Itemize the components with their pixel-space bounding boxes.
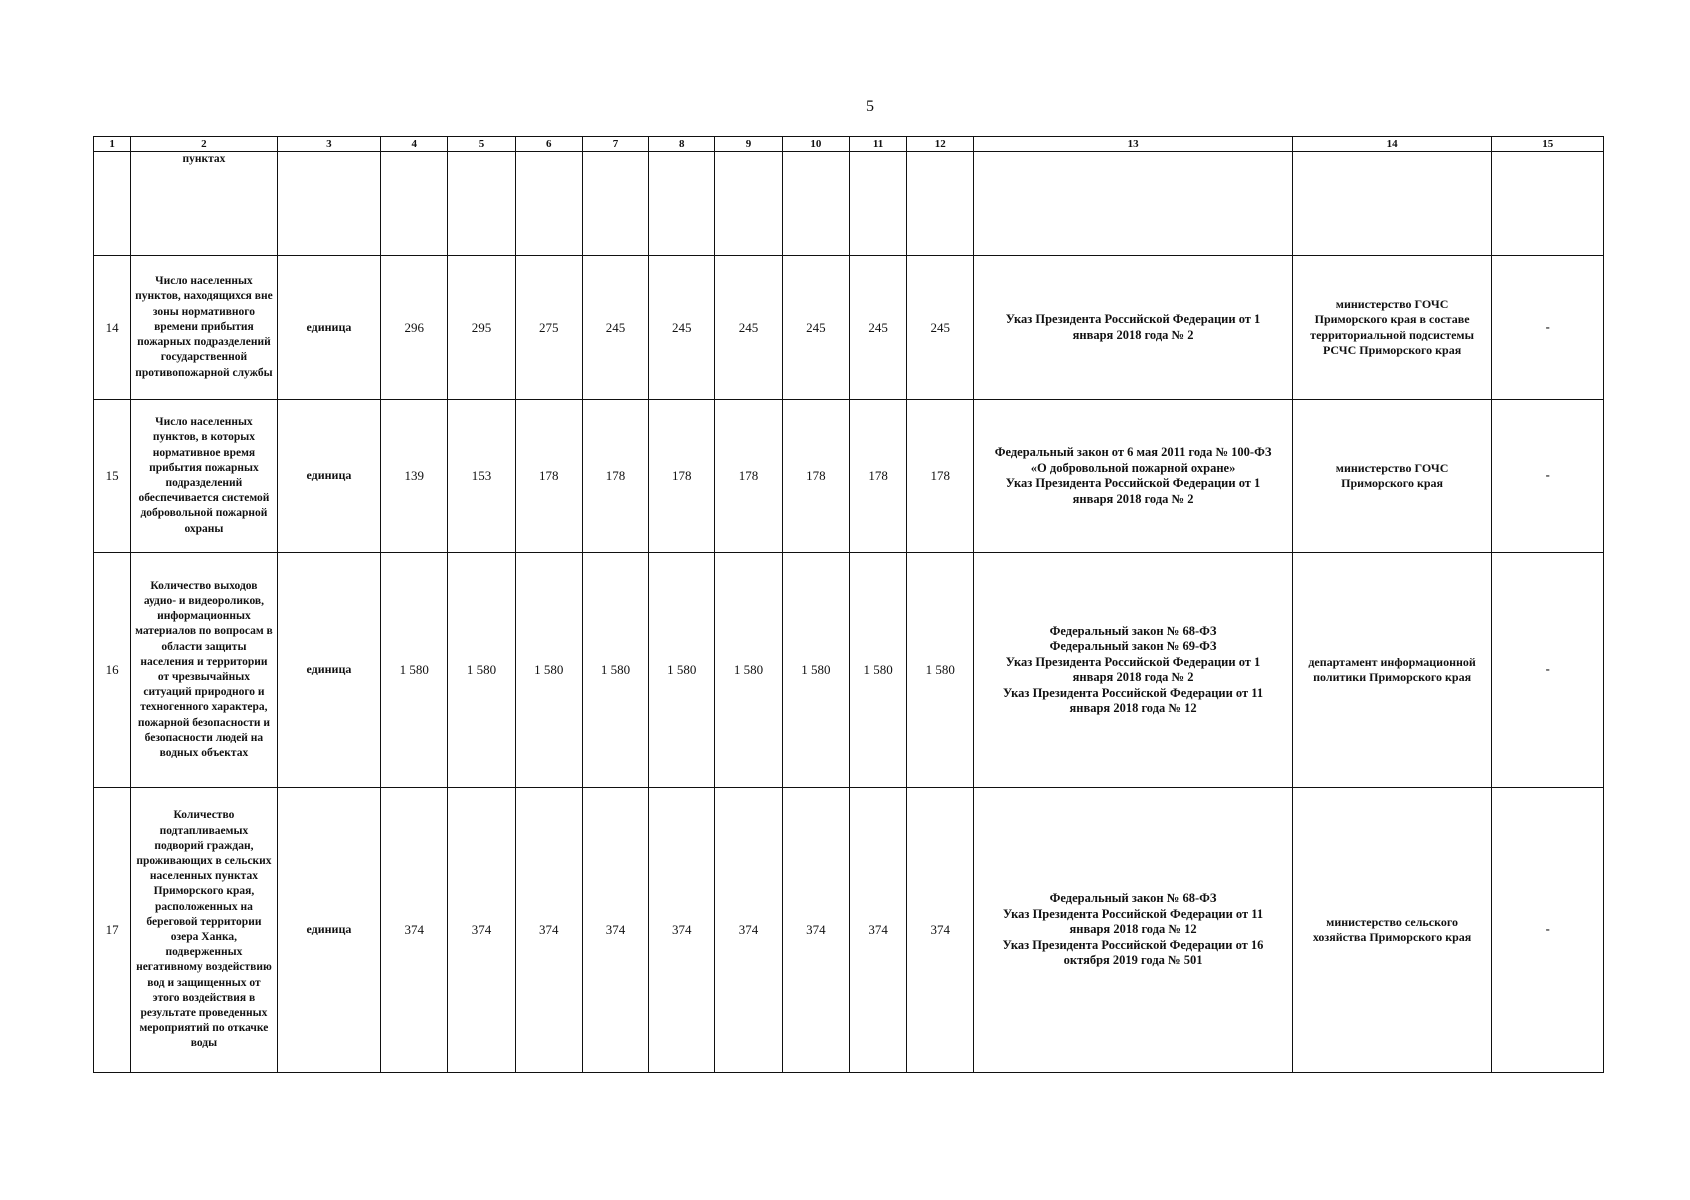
value-cell: 374 <box>381 788 448 1073</box>
indicator-name: пунктах <box>131 152 278 256</box>
responsible-body: министерство ГОЧС Приморского края <box>1292 400 1492 553</box>
value-cell: 374 <box>582 788 648 1073</box>
legal-basis-line: Указ Президента Российской Федерации от 1 января 2018 года № 2 <box>1005 476 1261 506</box>
value-cell: 374 <box>715 788 782 1073</box>
legal-basis <box>974 400 1292 553</box>
column-number: 11 <box>849 137 906 152</box>
indicator-name: Число населенных пунктов, находящихся вне зоны нормативного времени прибытия пожарных подразделений государственной противопожарной службы <box>131 256 278 400</box>
indicator-name: Число населенных пунктов, в которых нормативное время прибытия пожарных подразделений обеспечивается системой добровольной пожарной охраны <box>131 400 278 553</box>
value-cell: 178 <box>649 400 715 553</box>
column-number: 7 <box>582 137 648 152</box>
legal-basis-line: Федеральный закон № 69-ФЗ <box>1049 639 1217 653</box>
page-number: 5 <box>866 98 874 115</box>
unit: единица <box>277 553 380 788</box>
legal-basis-line: Указ Президента Российской Федерации от 1 января 2018 года № 2 <box>1005 312 1261 342</box>
value-cell: 275 <box>515 256 582 400</box>
value-cell: 1 580 <box>515 553 582 788</box>
value-cell: 178 <box>515 400 582 553</box>
value-cell: 245 <box>849 256 906 400</box>
value-cell: 139 <box>381 400 448 553</box>
value-cell: 178 <box>715 400 782 553</box>
column-number: 3 <box>277 137 380 152</box>
value-cell: 178 <box>907 400 974 553</box>
value-cell: 1 580 <box>582 553 648 788</box>
value-cell: 1 580 <box>782 553 849 788</box>
column-number: 9 <box>715 137 782 152</box>
value-cell: 374 <box>515 788 582 1073</box>
value-cell: 178 <box>849 400 906 553</box>
value-cell: 245 <box>582 256 648 400</box>
value-cell: 245 <box>715 256 782 400</box>
column-number: 15 <box>1492 137 1604 152</box>
responsible-body: министерство сельского хозяйства Приморского края <box>1292 788 1492 1073</box>
note-cell: - <box>1492 400 1604 553</box>
unit: единица <box>277 256 380 400</box>
value-cell: 374 <box>448 788 515 1073</box>
legal-basis <box>974 788 1292 1073</box>
value-cell: 245 <box>649 256 715 400</box>
note-cell: - <box>1492 256 1604 400</box>
note-cell: - <box>1492 553 1604 788</box>
value-cell: 374 <box>907 788 974 1073</box>
column-number: 5 <box>448 137 515 152</box>
indicator-name: Количество выходов аудио- и видеороликов, информационных материалов по вопросам в области защиты населения и территории от чрезвычайных ситуаций природного и техногенного характера, пожарной безопасности и безопасности людей на водных объектах <box>131 553 278 788</box>
column-number-row <box>94 137 1604 152</box>
indicator-name: Количество подтапливаемых подворий граждан, проживающих в сельских населенных пунктах Приморского края, расположенных на береговой территории озера Ханка, подверженных негативному воздействию вод и защищенных от этого воздействия в результате проведенных мероприятий по откачке воды <box>131 788 278 1073</box>
column-number: 10 <box>782 137 849 152</box>
legal-basis-line: Федеральный закон от 6 мая 2011 года № 100-ФЗ «О добровольной пожарной охране» <box>994 445 1272 475</box>
value-cell: 295 <box>448 256 515 400</box>
legal-basis-line: Указ Президента Российской Федерации от 11 января 2018 года № 12 <box>1003 906 1264 937</box>
responsible-body: министерство ГОЧС Приморского края в составе территориальной подсистемы РСЧС Приморского края <box>1292 256 1492 400</box>
value-cell: 1 580 <box>849 553 906 788</box>
column-number: 14 <box>1292 137 1492 152</box>
value-cell: 1 580 <box>907 553 974 788</box>
value-cell: 245 <box>782 256 849 400</box>
responsible-body: департамент информационной политики Приморского края <box>1292 553 1492 788</box>
note-cell: - <box>1492 788 1604 1073</box>
column-number: 8 <box>649 137 715 152</box>
table-row <box>94 788 1604 1073</box>
column-number: 4 <box>381 137 448 152</box>
unit: единица <box>277 788 380 1073</box>
legal-basis-line: Указ Президента Российской Федерации от 1 января 2018 года № 2 <box>1005 654 1261 684</box>
legal-basis-line: Федеральный закон № 68-ФЗ <box>1049 623 1217 638</box>
column-number: 2 <box>131 137 278 152</box>
legal-basis-line: Федеральный закон № 68-ФЗ <box>1049 891 1217 906</box>
value-cell: 374 <box>782 788 849 1073</box>
indicators-table <box>93 136 1604 1073</box>
row-number: 15 <box>94 400 131 553</box>
row-number: 16 <box>94 553 131 788</box>
value-cell: 296 <box>381 256 448 400</box>
value-cell: 374 <box>849 788 906 1073</box>
value-cell: 374 <box>649 788 715 1073</box>
column-number: 13 <box>974 137 1292 152</box>
continuation-row <box>94 152 1604 256</box>
column-number: 6 <box>515 137 582 152</box>
legal-basis-line: Указ Президента Российской Федерации от 11 января 2018 года № 12 <box>1003 685 1264 715</box>
column-number: 1 <box>94 137 131 152</box>
legal-basis-line: Указ Президента Российской Федерации от 16 октября 2019 года № 501 <box>1002 937 1264 968</box>
unit: единица <box>277 400 380 553</box>
value-cell: 153 <box>448 400 515 553</box>
value-cell: 1 580 <box>715 553 782 788</box>
column-number: 12 <box>907 137 974 152</box>
value-cell: 1 580 <box>448 553 515 788</box>
table-row <box>94 400 1604 553</box>
value-cell: 178 <box>782 400 849 553</box>
value-cell: 245 <box>907 256 974 400</box>
legal-basis <box>974 256 1292 400</box>
legal-basis <box>974 553 1292 788</box>
row-number: 14 <box>94 256 131 400</box>
value-cell: 1 580 <box>649 553 715 788</box>
value-cell: 1 580 <box>381 553 448 788</box>
value-cell: 178 <box>582 400 648 553</box>
row-number: 17 <box>94 788 131 1073</box>
table-row <box>94 553 1604 788</box>
table-row <box>94 256 1604 400</box>
